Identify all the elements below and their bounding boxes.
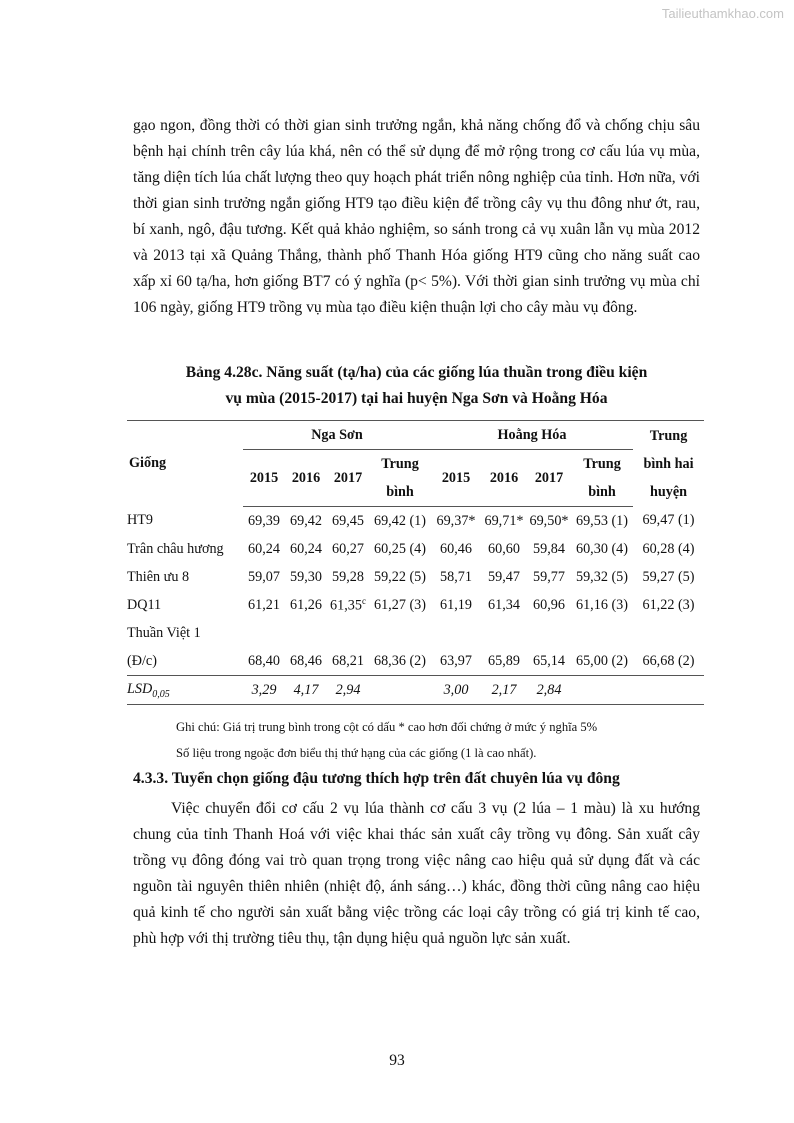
table-cell: 59,28 xyxy=(332,568,364,585)
table-cell xyxy=(369,619,431,647)
table-cell: 65,14 xyxy=(533,652,565,669)
table-cell: 59,32 (5) xyxy=(575,568,628,585)
note-line: Ghi chú: Giá trị trung bình trong cột có dấu * cao hơn đối chứng ở mức ý nghĩa 5% xyxy=(176,720,598,734)
variety-name: $LSD_{0,05}$ xyxy=(127,676,243,705)
table-cell: 60,60 xyxy=(488,540,520,557)
table-cell: 61,19 xyxy=(440,596,472,613)
table-cell xyxy=(527,619,571,647)
year-header: 2015 xyxy=(243,450,285,507)
table-cell xyxy=(571,676,633,705)
table-cell: 59,22 (5) xyxy=(373,568,426,585)
watermark: Tailieuthamkhao.com xyxy=(661,6,784,21)
table-cell: 61,16 (3) xyxy=(575,596,628,613)
table-cell: 60,27 xyxy=(332,540,364,557)
table-cell: 3,00 xyxy=(431,676,481,705)
table-cell xyxy=(327,619,369,647)
table-cell: 2,84 xyxy=(527,676,571,705)
table-row xyxy=(127,535,704,563)
table-cell: 69,71* xyxy=(484,512,524,529)
table-notes xyxy=(176,714,716,766)
yield-table xyxy=(127,420,704,705)
table-cell: 2,17 xyxy=(481,676,527,705)
table-cell: 65,89 xyxy=(488,652,520,669)
paragraph-intro: gạo ngon, đồng thời có thời gian sinh trưởng ngắn, khả năng chống đổ và chống chịu sâu bệnh hại chính trên cây lúa khá, nên có thể sử dụng để mở rộng trong cơ cấu lúa vụ mùa, tăng diện tích lúa chất lượng theo quy hoạch phát triển nông nghiệp của tỉnh. Hơn nữa, với thời gian sinh trưởng ngắn giống HT9 tạo điều kiện để trồng cây vụ thu đông như ớt, rau, bí xanh, ngô, đậu tương. Kết quả khảo nghiệm, so sánh trong cả vụ xuân lẫn vụ mùa 2012 và 2013 tại xã Quảng Thắng, thành phố Thanh Hóa giống HT9 cũng cho năng suất cao xấp xỉ 60 tạ/ha, hơn giống BT7 có ý nghĩa (p< 5%). Với thời gian sinh trưởng vụ mùa chỉ 106 ngày, giống HT9 trồng vụ mùa tạo điều kiện thuận lợi cho cây màu vụ đông. xyxy=(133,117,700,316)
variety-name: DQ11 xyxy=(127,596,162,613)
table-cell: 69,42 xyxy=(290,512,322,529)
table-cell: 60,24 xyxy=(248,540,280,557)
table-row xyxy=(127,619,704,647)
table-cell: 66,68 (2) xyxy=(642,652,695,669)
table-cell: 60,25 (4) xyxy=(373,540,426,557)
table-cell: 68,36 (2) xyxy=(373,652,426,669)
table-cell: 63,97 xyxy=(440,652,472,669)
table-cell xyxy=(633,619,704,647)
year-header: 2016 xyxy=(285,450,327,507)
paragraph-soybean: Việc chuyển đổi cơ cấu 2 vụ lúa thành cơ cấu 3 vụ (2 lúa – 1 màu) là xu hướng chung của tỉnh Thanh Hoá với việc khai thác sản xuất cây trồng vụ đông. Sản xuất cây trồng vụ đông đóng vai trò quan trọng trong việc nâng cao hiệu quả sử dụng đất và các nguồn tài nguyên thiên nhiên (nhiệt độ, ánh sáng…) khác, đồng thời cũng nâng cao hiệu quả kinh tế cho người sản xuất bằng việc trồng các loại cây trồng có giá trị kinh tế cao, phù hợp với thị trường tiêu thụ, tận dụng hiệu quả nguồn lực sản xuất. xyxy=(133,800,700,947)
table-cell: 68,40 xyxy=(248,652,280,669)
table-cell: 59,07 xyxy=(248,568,280,585)
table-cell xyxy=(481,619,527,647)
district-nga-son-header: Nga Sơn xyxy=(243,421,431,450)
table-cell: 59,84 xyxy=(533,540,565,557)
table-cell: 69,39 xyxy=(248,512,280,529)
table-cell: 61,27 (3) xyxy=(373,596,426,613)
table-cell: 58,71 xyxy=(440,568,472,585)
table-cell xyxy=(243,619,285,647)
district-hoang-hoa-header: Hoằng Hóa xyxy=(431,421,633,450)
table-cell: 69,50* xyxy=(529,512,569,529)
table-cell: 59,77 xyxy=(533,568,565,585)
table-cell xyxy=(633,676,704,705)
table-cell: 59,47 xyxy=(488,568,520,585)
table-cell xyxy=(285,619,327,647)
year-header: 2016 xyxy=(481,450,527,507)
table-cell: 60,24 xyxy=(290,540,322,557)
table-cell: 61,22 (3) xyxy=(642,596,695,613)
table-row xyxy=(127,507,704,536)
table-cell: 59,30 xyxy=(290,568,322,585)
avg-header: Trung bình xyxy=(369,450,431,507)
table-cell: 61,35$^c$ xyxy=(330,595,366,614)
table-cell: 2,94 xyxy=(327,676,369,705)
table-cell: 4,17 xyxy=(285,676,327,705)
table-cell: 59,27 (5) xyxy=(642,568,695,585)
section-heading: 4.3.3. Tuyển chọn giống đậu tương thích hợp trên đất chuyên lúa vụ đông xyxy=(133,770,620,787)
table-row xyxy=(127,563,704,591)
table-cell: 61,34 xyxy=(488,596,520,613)
variety-name: Trân châu hương xyxy=(127,540,224,557)
table-cell: 69,42 (1) xyxy=(373,512,426,529)
table-cell: 60,46 xyxy=(440,540,472,557)
table-row xyxy=(127,676,704,705)
table-cell: 60,28 (4) xyxy=(642,540,695,557)
variety-name: Thiên ưu 8 xyxy=(127,568,190,585)
year-header: 2017 xyxy=(327,450,369,507)
table-cell xyxy=(431,619,481,647)
table-caption-line1: Bảng 4.28c. Năng suất (tạ/ha) của các giống lúa thuần trong điều kiện xyxy=(185,364,648,381)
table-row xyxy=(127,591,704,619)
year-header: 2015 xyxy=(431,450,481,507)
table-cell: 3,29 xyxy=(243,676,285,705)
avg-header: Trung bình xyxy=(571,450,633,507)
table-cell: 68,21 xyxy=(332,652,364,669)
table-cell xyxy=(369,676,431,705)
table-cell: 60,30 (4) xyxy=(575,540,628,557)
table-cell: 65,00 (2) xyxy=(575,652,628,669)
table-cell: 69,47 (1) xyxy=(642,512,695,529)
year-header: 2017 xyxy=(527,450,571,507)
table-cell: 69,45 xyxy=(332,512,364,529)
table-body xyxy=(127,507,704,705)
table-cell: 69,53 (1) xyxy=(575,512,628,529)
table-cell: 61,21 xyxy=(248,596,280,613)
variety-name: Thuần Việt 1 xyxy=(127,624,201,641)
table-row xyxy=(127,647,704,676)
note-line: Số liệu trong ngoặc đơn biểu thị thứ hạng của các giống (1 là cao nhất). xyxy=(176,746,537,760)
table-cell: 60,96 xyxy=(533,596,565,613)
variety-name: HT9 xyxy=(127,512,154,529)
variety-name: (Đ/c) xyxy=(127,652,157,669)
table-cell: 69,37* xyxy=(436,512,476,529)
avg-two-districts-header: Trung bình hai huyện xyxy=(633,421,704,507)
page-number: 93 xyxy=(389,1052,405,1069)
col-variety-header: Giống xyxy=(127,421,243,507)
table-caption xyxy=(133,360,700,412)
table-cell: 61,26 xyxy=(290,596,322,613)
table-cell: 68,46 xyxy=(290,652,322,669)
table-caption-line2: vụ mùa (2015-2017) tại hai huyện Nga Sơn và Hoằng Hóa xyxy=(225,390,608,407)
table-cell xyxy=(571,619,633,647)
